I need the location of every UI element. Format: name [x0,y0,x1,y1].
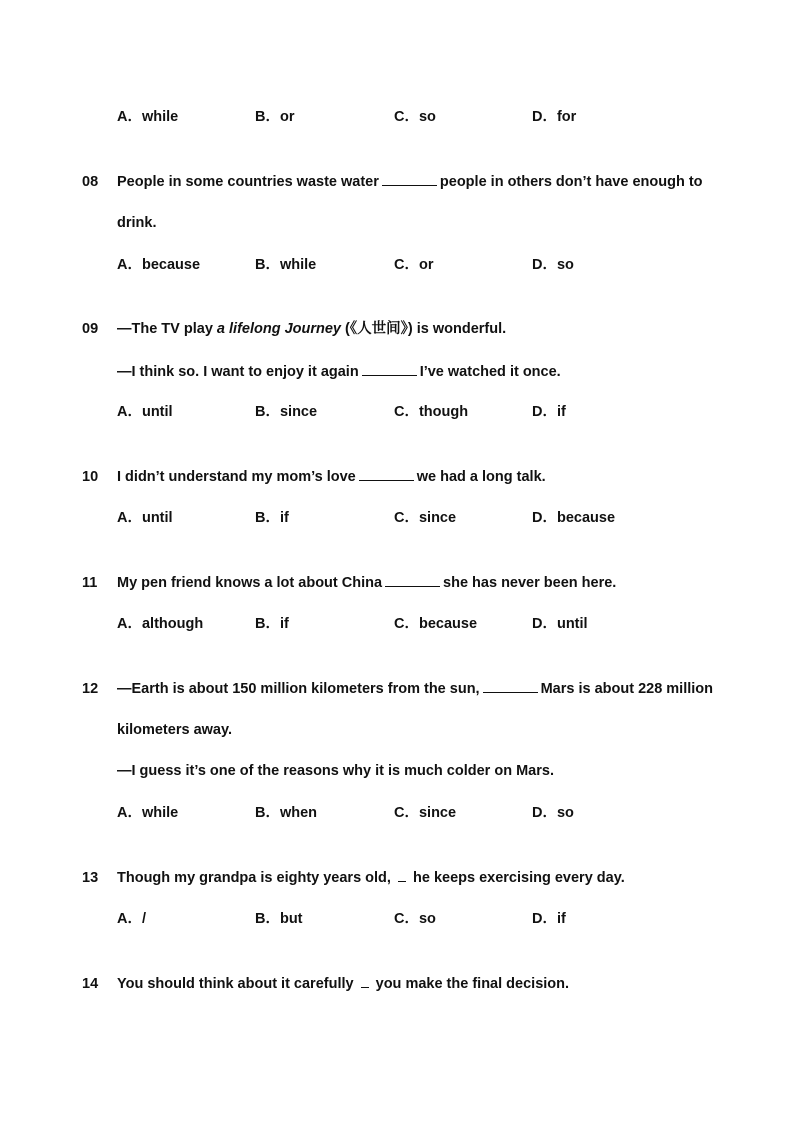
option-b[interactable]: B．but [255,911,303,927]
question-text-continued: kilometers away. [117,722,232,738]
option-a[interactable]: A．because [117,257,201,273]
option-c[interactable]: C．since [394,805,457,821]
drama-title: a lifelong Journey [216,321,342,337]
question-text-part: Mars is about 228 million [540,681,714,697]
question-text [117,320,506,338]
answer-blank [359,467,414,481]
question-text-part: People in some countries waste water [117,174,379,190]
question-text [117,974,569,993]
question-text-part: —I think so. I want to enjoy it again [117,364,359,380]
question-text [117,573,616,592]
option-c[interactable]: C．so [394,911,436,927]
answer-blank [361,974,369,988]
answer-blank [483,679,538,693]
option-c[interactable]: C．since [394,510,457,526]
question-text-reply [117,362,561,381]
question-text [117,868,625,887]
option-a[interactable]: A．until [117,510,173,526]
question-number: 08 [82,174,99,190]
question-number: 09 [82,321,99,337]
option-d[interactable]: D．so [532,257,574,273]
question-text-part: people in others don’t have enough to [439,174,703,190]
answer-blank [398,868,406,882]
option-b[interactable]: B．when [255,805,318,821]
chinese-title: (《人世间》) [345,321,413,337]
question-text [117,679,713,698]
option-d[interactable]: D．if [532,911,566,927]
question-text-reply: —I guess it’s one of the reasons why it is much colder on Mars. [117,763,554,779]
question-text-part: we had a long talk. [416,469,546,485]
option-b[interactable]: B．if [255,616,289,632]
option-d[interactable]: D．until [532,616,588,632]
option-a[interactable]: A．until [117,404,173,420]
option-c[interactable]: C．or [394,257,434,273]
answer-blank [385,573,440,587]
option-c[interactable]: C．because [394,616,478,632]
question-text [117,172,703,191]
option-b[interactable]: B．while [255,257,317,273]
option-b[interactable]: B．if [255,510,289,526]
question-text-part: he keeps exercising every day. [413,870,625,886]
option-c[interactable]: C．so [394,109,436,125]
option-b[interactable]: B．since [255,404,318,420]
question-text-part: Though my grandpa is eighty years old, [117,870,391,886]
question-text-part: I’ve watched it once. [419,364,561,380]
question-text-part: —The TV play [117,321,213,337]
option-a[interactable]: A．/ [117,911,146,927]
question-number: 11 [82,575,98,591]
option-a[interactable]: A．while [117,109,179,125]
question-text-part: My pen friend knows a lot about China [117,575,383,591]
question-number: 13 [82,870,99,886]
option-d[interactable]: D．for [532,109,577,125]
option-d[interactable]: D．if [532,404,566,420]
question-text-part: is wonderful. [416,321,507,337]
option-d[interactable]: D．because [532,510,616,526]
option-d[interactable]: D．so [532,805,574,821]
question-text-part: —Earth is about 150 million kilometers from the sun, [117,681,480,697]
option-b[interactable]: B．or [255,109,295,125]
answer-blank [382,172,437,186]
question-number: 14 [82,976,99,992]
option-a[interactable]: A．although [117,616,204,632]
question-text-part: you make the final decision. [375,976,570,992]
question-number: 10 [82,469,99,485]
question-text-part: You should think about it carefully [117,976,354,992]
question-text-part: I didn’t understand my mom’s love [117,469,356,485]
option-a[interactable]: A．while [117,805,179,821]
question-text [117,467,546,486]
question-text-part: she has never been here. [443,575,617,591]
question-text-continued: drink. [117,215,157,231]
answer-blank [362,362,417,376]
question-number: 12 [82,681,99,697]
option-c[interactable]: C．though [394,404,469,420]
